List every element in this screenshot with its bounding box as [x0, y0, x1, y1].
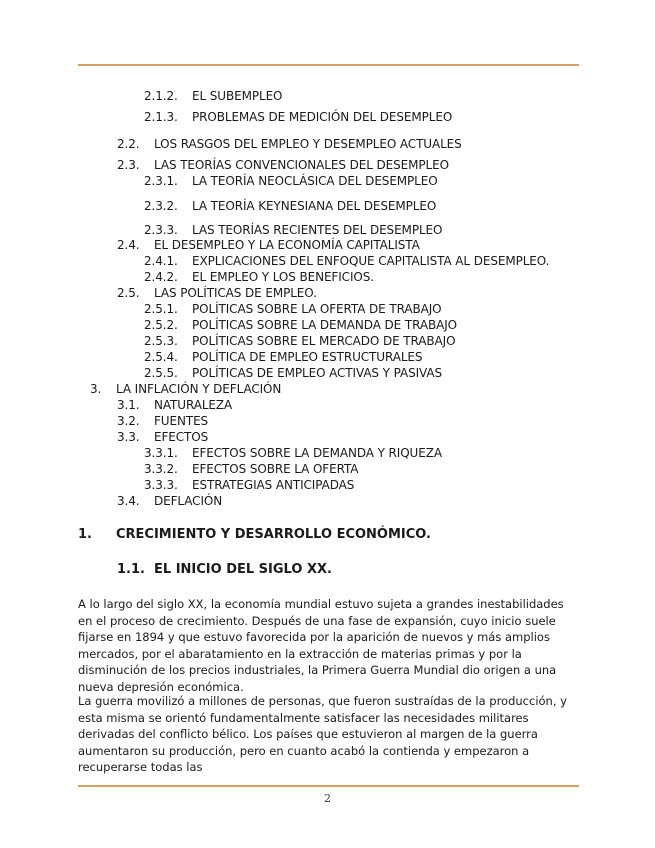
toc-item-text: LA TEORÍA KEYNESIANA DEL DESEMPLEO: [192, 199, 437, 213]
toc-item-text: LAS POLÍTICAS DE EMPLEO.: [154, 286, 317, 300]
toc-item-number: 3.3.2.: [144, 462, 178, 476]
toc-item-number: 2.3.: [117, 158, 140, 172]
toc-item-number: 3.: [90, 382, 102, 396]
toc-item-text: LAS TEORÍAS CONVENCIONALES DEL DESEMPLEO: [154, 158, 449, 172]
toc-item-number: 2.5.: [117, 286, 140, 300]
toc-item-number: 2.5.5.: [144, 366, 178, 380]
toc-item-number: 2.1.2.: [144, 89, 178, 103]
toc-item-number: 3.3.1.: [144, 446, 178, 460]
toc-item-text: FUENTES: [154, 414, 209, 428]
toc-item-number: 2.5.1.: [144, 302, 178, 316]
toc-item-text: POLÍTICAS SOBRE EL MERCADO DE TRABAJO: [192, 334, 456, 348]
footer-rule: [78, 785, 579, 787]
toc-item-number: 2.4.2.: [144, 270, 178, 284]
toc-item-text: EFECTOS SOBRE LA DEMANDA Y RIQUEZA: [192, 446, 442, 460]
toc-item-text: PROBLEMAS DE MEDICIÓN DEL DESEMPLEO: [192, 110, 453, 124]
toc-item-number: 3.3.: [117, 430, 140, 444]
toc-item-text: LA TEORÍA NEOCLÁSICA DEL DESEMPLEO: [192, 174, 438, 188]
toc-item-text: LA INFLACIÓN Y DEFLACIÓN: [116, 382, 282, 396]
header-rule: [78, 64, 579, 66]
body-paragraph: La guerra movilizó a millones de personas, que fueron sustraídas de la producción, y esta misma se orientó fundamentalmente satisfacer las necesidades militares derivadas del conflicto bélico. Los países que estuvieron al margen de la guerra aumentaron su producción, pero en cuanto acabó la contienda y empezaron a recuperarse todas las: [78, 694, 567, 774]
toc-item-text: EXPLICACIONES DEL ENFOQUE CAPITALISTA AL DESEMPLEO.: [192, 254, 550, 268]
section-heading-text: CRECIMIENTO Y DESARROLLO ECONÓMICO.: [116, 527, 431, 542]
toc-item-text: EL SUBEMPLEO: [192, 89, 283, 103]
toc-item-text: POLÍTICAS DE EMPLEO ACTIVAS Y PASIVAS: [192, 366, 443, 380]
toc-item-text: NATURALEZA: [154, 398, 233, 412]
toc-item-number: 2.4.: [117, 238, 140, 252]
toc-item-number: 2.1.3.: [144, 110, 178, 124]
toc-item-number: 3.4.: [117, 494, 140, 508]
toc-item-text: LOS RASGOS DEL EMPLEO Y DESEMPLEO ACTUALES: [154, 137, 462, 151]
toc-item-text: EFECTOS: [154, 430, 209, 444]
toc-item-number: 2.5.3.: [144, 334, 178, 348]
section-heading-number: 1.: [78, 527, 92, 542]
toc-item-text: EL DESEMPLEO Y LA ECONOMÍA CAPITALISTA: [154, 238, 420, 252]
page-number: 2: [324, 792, 331, 805]
toc-item-number: 2.2.: [117, 137, 140, 151]
toc-item-number: 3.1.: [117, 398, 140, 412]
toc-item-number: 2.5.2.: [144, 318, 178, 332]
toc-item-number: 3.3.3.: [144, 478, 178, 492]
subsection-heading-number: 1.1.: [117, 562, 145, 577]
toc-item-text: ESTRATEGIAS ANTICIPADAS: [192, 478, 355, 492]
toc-item-number: 2.3.1.: [144, 174, 178, 188]
toc-item-number: 2.3.3.: [144, 223, 178, 237]
subsection-heading-text: EL INICIO DEL SIGLO XX.: [154, 562, 332, 577]
toc-item-text: EFECTOS SOBRE LA OFERTA: [192, 462, 359, 476]
toc-item-text: POLÍTICAS SOBRE LA DEMANDA DE TRABAJO: [192, 318, 457, 332]
toc-item-number: 2.5.4.: [144, 350, 178, 364]
toc-item-number: 2.4.1.: [144, 254, 178, 268]
toc-item-number: 3.2.: [117, 414, 140, 428]
body-paragraph: A lo largo del siglo XX, la economía mundial estuvo sujeta a grandes inestabilidades en el proceso de crecimiento. Después de una fase de expansión, cuyo inicio suele fijarse en 1894 y que estuvo favorecida por la aparición de nuevos y más amplios mercados, por el abaratamiento en la extracción de materias primas y por la disminución de los precios industriales, la Primera Guerra Mundial dio origen a una nueva depresión económica.: [78, 597, 564, 694]
toc-item-text: POLÍTICAS SOBRE LA OFERTA DE TRABAJO: [192, 302, 442, 316]
toc-item-text: EL EMPLEO Y LOS BENEFICIOS.: [192, 270, 374, 284]
toc-item-text: POLÍTICA DE EMPLEO ESTRUCTURALES: [192, 350, 423, 364]
toc-item-text: DEFLACIÓN: [154, 494, 223, 508]
toc-item-number: 2.3.2.: [144, 199, 178, 213]
toc-item-text: LAS TEORÍAS RECIENTES DEL DESEMPLEO: [192, 223, 443, 237]
